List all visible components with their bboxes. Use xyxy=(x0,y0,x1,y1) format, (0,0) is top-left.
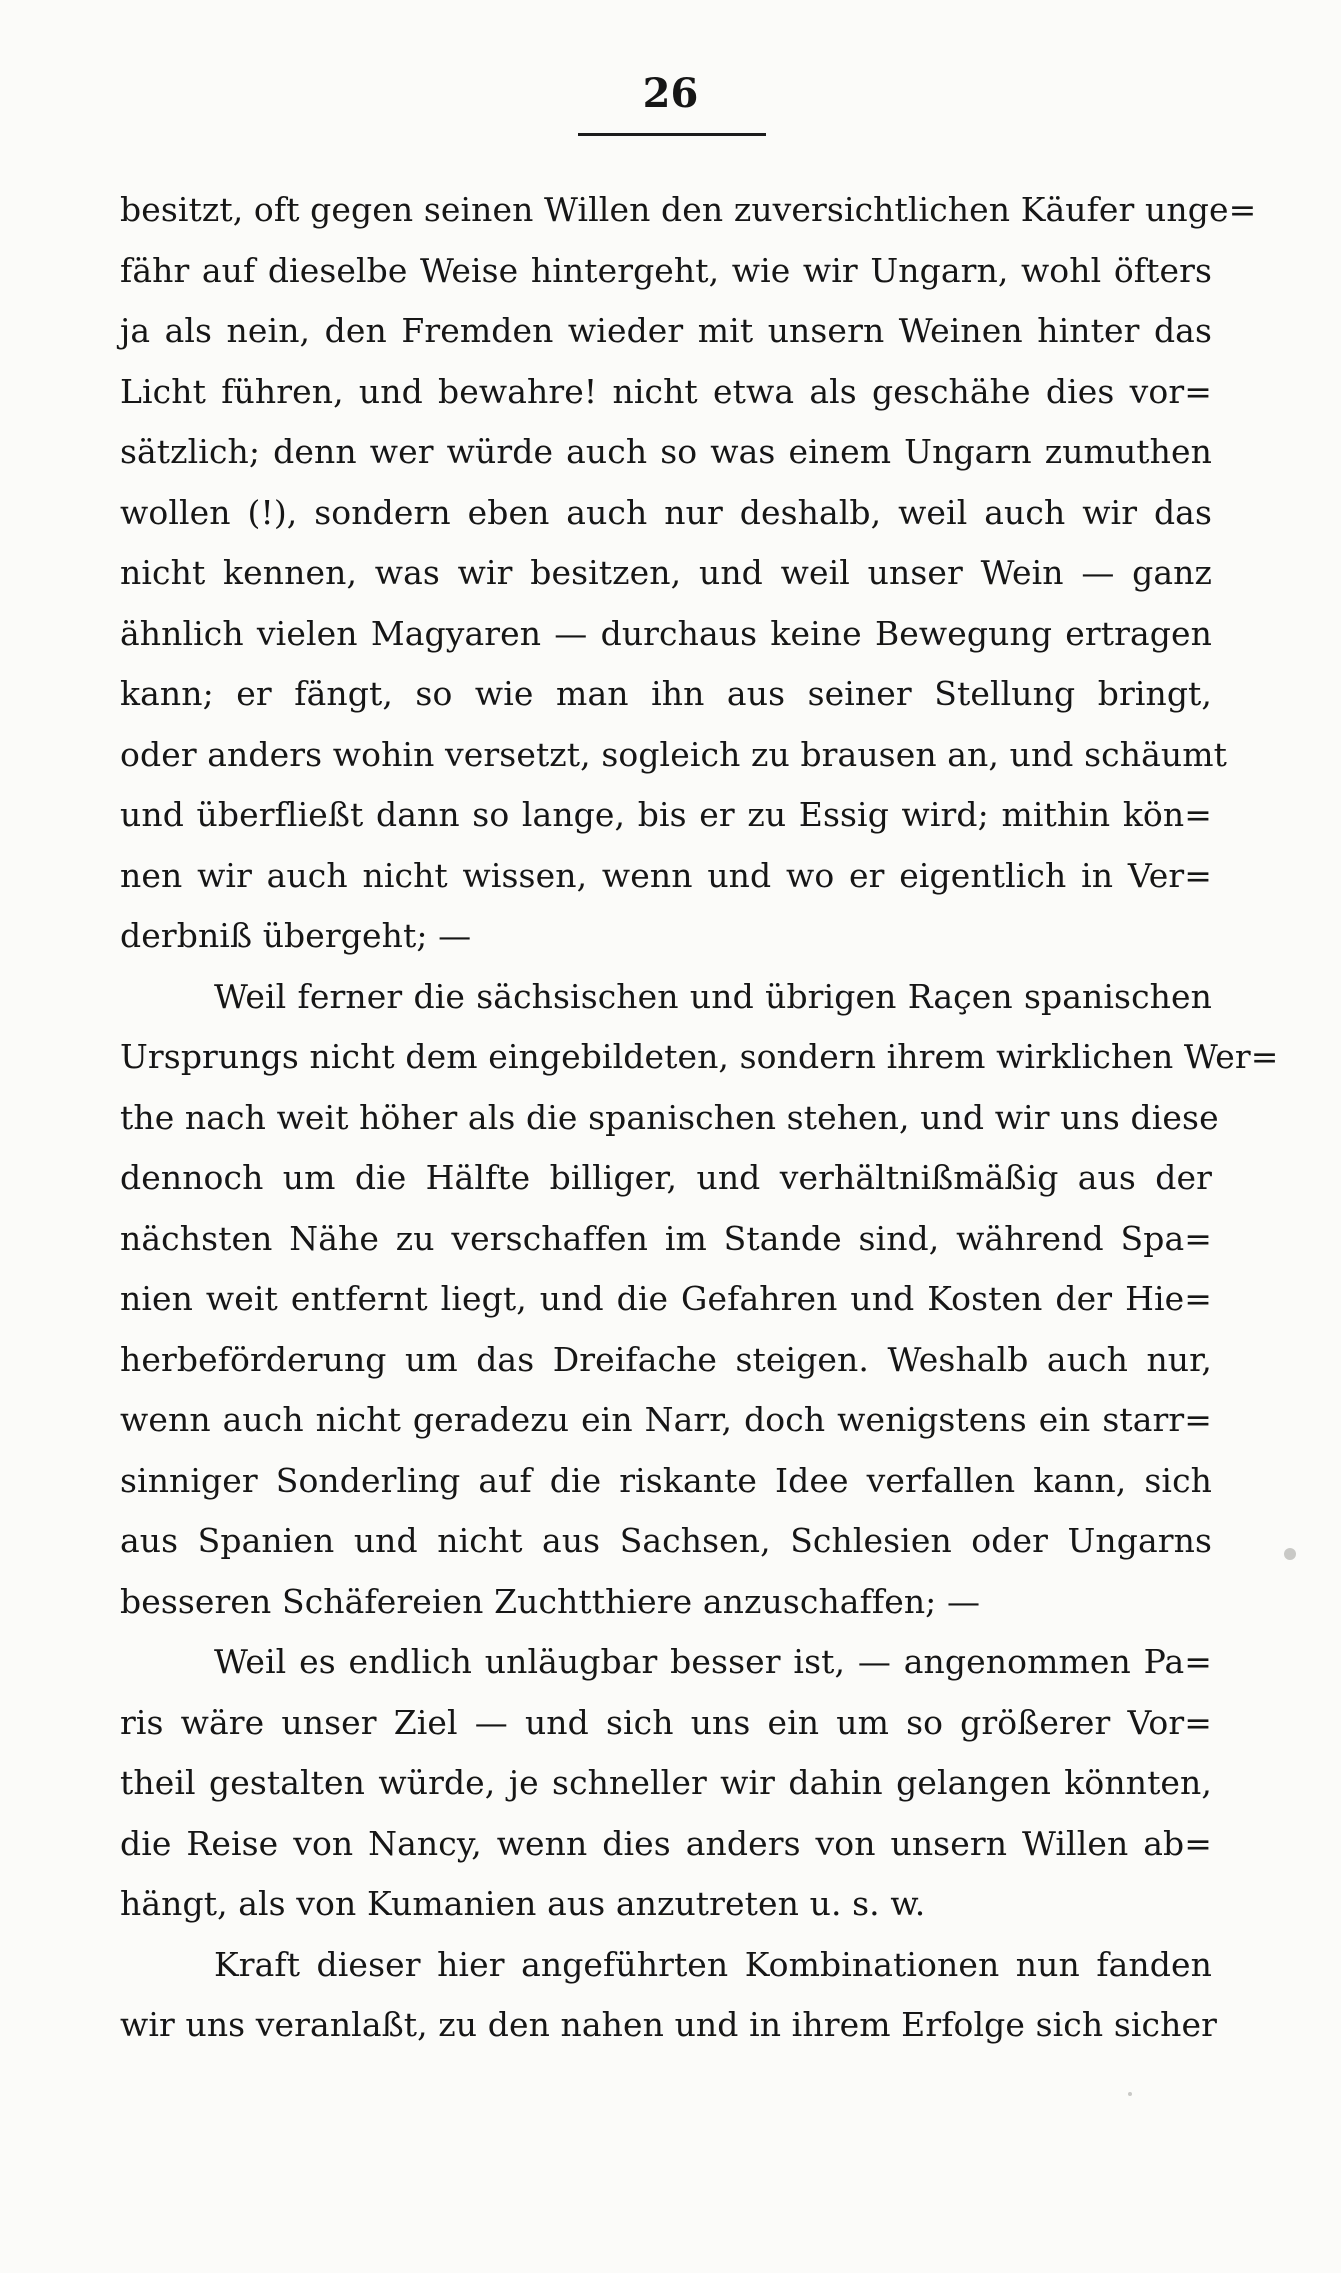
text-line: ris wäre unser Ziel — und sich uns ein um so größerer Vor= xyxy=(120,1703,1212,1742)
text-line: nächsten Nähe zu verschaffen im Stande sind, während Spa= xyxy=(120,1219,1212,1258)
text-line: ja als nein, den Fremden wieder mit unsern Weinen hinter das xyxy=(120,311,1212,350)
text-line: sinniger Sonderling auf die riskante Idee verfallen kann, sich xyxy=(120,1461,1212,1500)
text-line: kann; er fängt, so wie man ihn aus seiner Stellung bringt, xyxy=(120,674,1212,713)
text-line: derbniß übergeht; — xyxy=(120,916,472,955)
text-line: aus Spanien und nicht aus Sachsen, Schlesien oder Ungarns xyxy=(120,1521,1212,1560)
text-line: oder anders wohin versetzt, sogleich zu brausen an, und schäumt xyxy=(120,735,1227,774)
text-line: wollen (!), sondern eben auch nur deshalb, weil auch wir das xyxy=(120,493,1212,532)
text-line: nen wir auch nicht wissen, wenn und wo er eigentlich in Ver= xyxy=(120,856,1212,895)
text-line: Weil es endlich unläugbar besser ist, — angenommen Pa= xyxy=(214,1642,1212,1681)
paper-speck xyxy=(1128,2092,1132,2096)
text-line: the nach weit höher als die spanischen stehen, und wir uns diese xyxy=(120,1098,1219,1137)
text-line: Ursprungs nicht dem eingebildeten, sondern ihrem wirklichen Wer= xyxy=(120,1037,1279,1076)
text-line: wir uns veranlaßt, zu den nahen und in ihrem Erfolge sich sicher xyxy=(120,2005,1217,2044)
text-line: Weil ferner die sächsischen und übrigen Raçen spanischen xyxy=(214,977,1212,1016)
text-line: die Reise von Nancy, wenn dies anders von unsern Willen ab= xyxy=(120,1824,1212,1863)
text-line: ähnlich vielen Magyaren — durchaus keine Bewegung ertragen xyxy=(120,614,1212,653)
page-number: 26 xyxy=(642,70,699,117)
text-line: besseren Schäfereien Zuchtthiere anzuschaffen; — xyxy=(120,1582,981,1621)
text-line: besitzt, oft gegen seinen Willen den zuversichtlichen Käufer unge= xyxy=(120,190,1257,229)
text-line: fähr auf dieselbe Weise hintergeht, wie wir Ungarn, wohl öfters xyxy=(120,251,1212,290)
text-line: wenn auch nicht geradezu ein Narr, doch wenigstens ein starr= xyxy=(120,1400,1212,1439)
text-line: sätzlich; denn wer würde auch so was einem Ungarn zumuthen xyxy=(120,432,1212,471)
text-line: Kraft dieser hier angeführten Kombinationen nun fanden xyxy=(214,1945,1212,1984)
text-line: theil gestalten würde, je schneller wir dahin gelangen könnten, xyxy=(120,1763,1212,1802)
paper-speck xyxy=(1284,1548,1296,1560)
text-line: dennoch um die Hälfte billiger, und verhältnißmäßig aus der xyxy=(120,1158,1212,1197)
text-line: Licht führen, und bewahre! nicht etwa als geschähe dies vor= xyxy=(120,372,1212,411)
text-line: und überfließt dann so lange, bis er zu Essig wird; mithin kön= xyxy=(120,795,1212,834)
text-line: nicht kennen, was wir besitzen, und weil unser Wein — ganz xyxy=(120,553,1212,592)
text-line: hängt, als von Kumanien aus anzutreten u. s. w. xyxy=(120,1884,926,1923)
text-line: herbeförderung um das Dreifache steigen. Weshalb auch nur, xyxy=(120,1340,1212,1379)
text-line: nien weit entfernt liegt, und die Gefahren und Kosten der Hie= xyxy=(120,1279,1212,1318)
